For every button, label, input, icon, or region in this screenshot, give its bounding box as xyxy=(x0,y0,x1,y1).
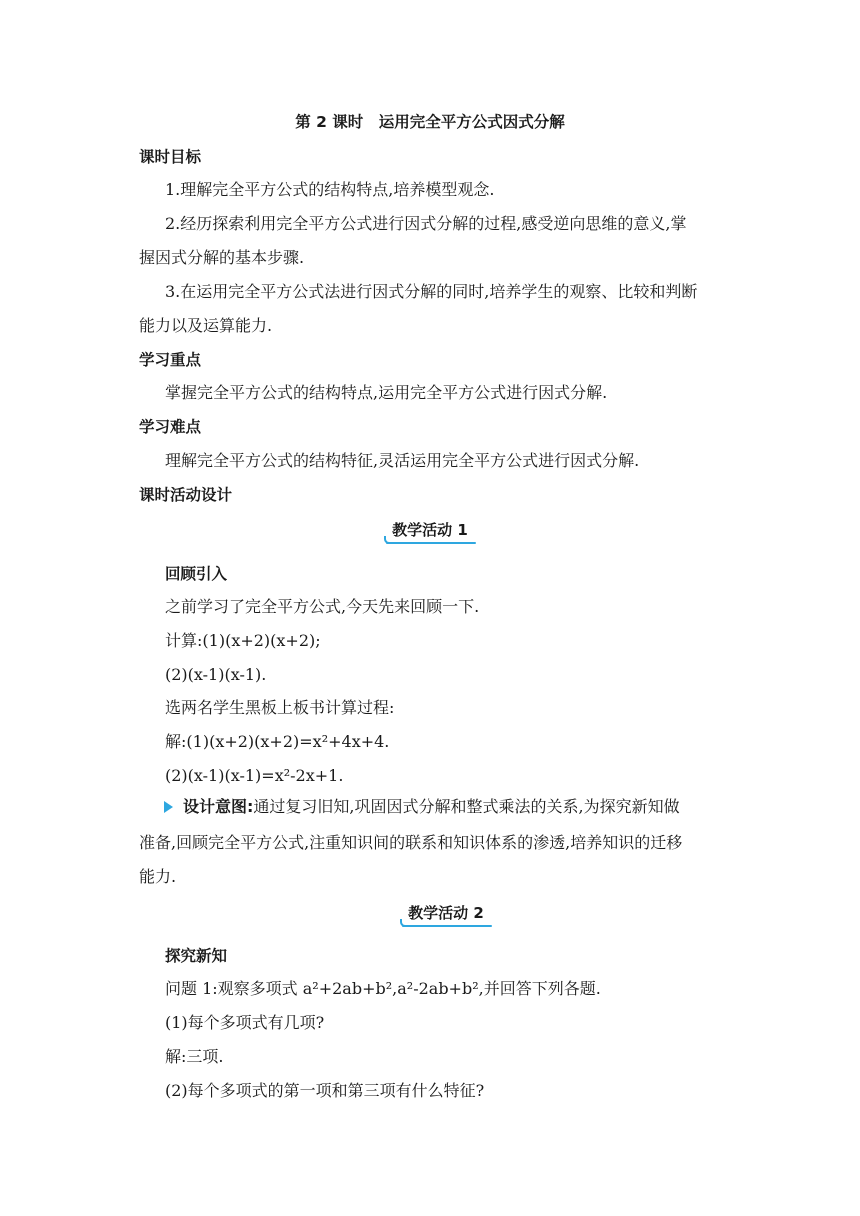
board-text: 选两名学生黑板上板书计算过程: xyxy=(165,698,395,717)
calc-1: (1)(x+2)(x+2); xyxy=(202,631,321,650)
design-intent-line-2: 准备,回顾完全平方公式,注重知识间的联系和知识体系的渗透,培养知识的迁移 xyxy=(139,833,683,852)
design-intent-label: 设计意图: xyxy=(183,797,254,816)
solution-line-1 xyxy=(165,732,389,752)
solution-label: 解: xyxy=(165,732,187,751)
play-triangle-icon xyxy=(164,801,173,813)
design-intent-line-3: 能力. xyxy=(139,867,177,886)
badge-underline xyxy=(402,925,492,927)
calc-line xyxy=(165,631,321,651)
design-heading: 课时活动设计 xyxy=(139,486,233,504)
question-1-poly-2: a²-2ab+b² xyxy=(397,979,479,998)
question-1 xyxy=(165,979,601,999)
goal-item-3-line-1: 3.在运用完全平方公式法进行因式分解的同时,培养学生的观察、比较和判断 xyxy=(165,282,698,301)
question-1-suffix: ,并回答下列各题. xyxy=(478,979,601,998)
goal-item-1: 1.理解完全平方公式的结构特点,培养模型观念. xyxy=(165,180,495,199)
question-1-poly-1: a²+2ab+b² xyxy=(302,979,393,998)
design-intent-text-1: 通过复习旧知,巩固因式分解和整式乘法的关系,为探究新知做 xyxy=(253,797,680,816)
activity-2-badge xyxy=(400,903,492,927)
solution-1: (1)(x+2)(x+2)=x²+4x+4. xyxy=(186,732,390,751)
goal-item-2-line-1: 2.经历探索利用完全平方公式进行因式分解的过程,感受逆向思维的意义,掌 xyxy=(165,214,687,233)
lesson-title: 第 2 课时 运用完全平方公式因式分解 xyxy=(295,113,565,131)
goal-item-3-line-2: 能力以及运算能力. xyxy=(139,316,273,335)
calc-2: (2)(x-1)(x-1). xyxy=(165,665,267,684)
activity-1-subheading: 回顾引入 xyxy=(165,565,228,583)
design-intent-line-1 xyxy=(183,797,680,817)
goals-heading: 课时目标 xyxy=(139,148,202,166)
question-1-part-2: (2)每个多项式的第一项和第三项有什么特征? xyxy=(165,1081,485,1100)
comma: , xyxy=(392,979,398,998)
difficulties-text: 理解完全平方公式的结构特征,灵活运用完全平方公式进行因式分解. xyxy=(165,451,640,470)
activity-1-badge-label: 教学活动 1 xyxy=(392,521,468,539)
difficulties-heading: 学习难点 xyxy=(139,418,202,436)
badge-hook xyxy=(384,536,389,544)
activity-2-subheading: 探究新知 xyxy=(165,947,228,965)
badge-underline xyxy=(386,542,476,544)
question-1-part-1: (1)每个多项式有几项? xyxy=(165,1013,325,1032)
badge-hook xyxy=(400,919,405,927)
question-1-prefix: 问题 1:观察多项式 xyxy=(165,979,303,998)
key-points-text: 掌握完全平方公式的结构特点,运用完全平方公式进行因式分解. xyxy=(165,383,608,402)
activity-1-badge xyxy=(384,520,476,544)
activity-1-intro: 之前学习了完全平方公式,今天先来回顾一下. xyxy=(165,597,480,616)
key-points-heading: 学习重点 xyxy=(139,351,202,369)
solution-2: (2)(x-1)(x-1)=x²-2x+1. xyxy=(165,766,344,785)
activity-2-badge-label: 教学活动 2 xyxy=(408,904,484,922)
goal-item-2-line-2: 握因式分解的基本步骤. xyxy=(139,248,305,267)
calc-label: 计算: xyxy=(165,631,203,650)
answer-1: 解:三项. xyxy=(165,1047,224,1066)
